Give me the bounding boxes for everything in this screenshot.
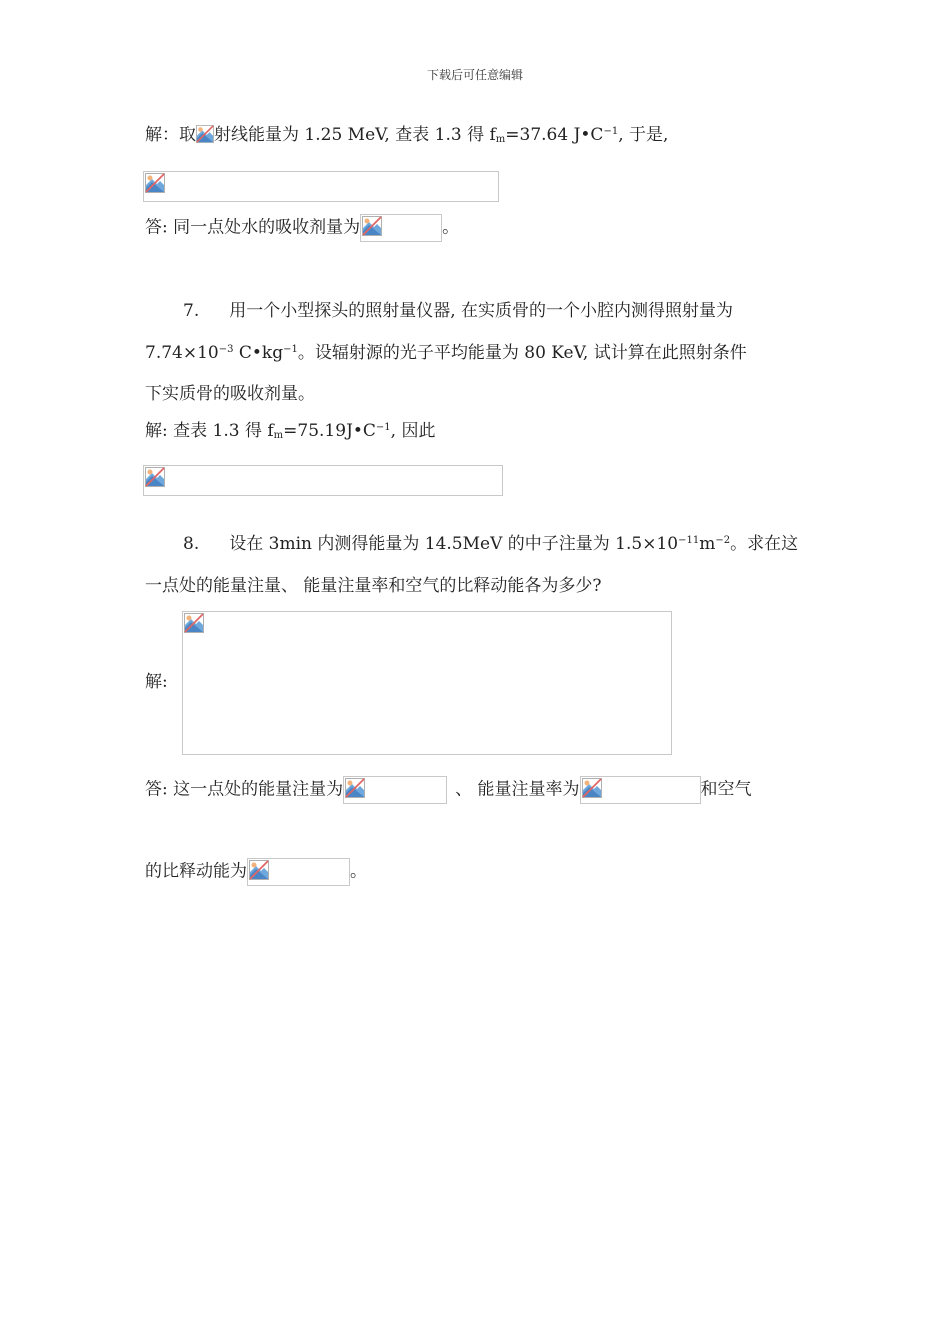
q8-answer-line2 bbox=[145, 858, 367, 886]
q6-f-subscript: m bbox=[495, 134, 506, 145]
broken-image-icon bbox=[345, 778, 365, 798]
q8-sup-a: −11 bbox=[678, 535, 700, 546]
q7-solution-b: =75.19J•C bbox=[283, 421, 376, 441]
q7-number: 7. bbox=[183, 301, 200, 321]
q7-line2-c: 。设辐射源的光子平均能量为 80 KeV, 试计算在此照射条件 bbox=[297, 343, 747, 363]
q7-line2-b: C•kg bbox=[233, 343, 284, 363]
q7-solution-a: 解: 查表 1.3 得 f bbox=[145, 421, 274, 441]
q7-line1-text: 用一个小型探头的照射量仪器, 在实质骨的一个小腔内测得照射量为 bbox=[229, 301, 734, 321]
q8-line2: 一点处的能量注量、 能量注量率和空气的比释动能各为多少? bbox=[145, 576, 602, 596]
q8-solution-image bbox=[182, 611, 672, 755]
q8-line1-a: 设在 3min 内测得能量为 14.5MeV 的中子注量为 1.5×10 bbox=[229, 534, 679, 554]
q7-solution-line bbox=[145, 420, 435, 442]
q6-answer-image bbox=[360, 214, 442, 242]
q8-solution-label: 解: bbox=[145, 672, 168, 692]
q6-solution-text-d: , 于是, bbox=[618, 125, 669, 145]
q6-answer-end: 。 bbox=[442, 217, 460, 238]
q6-solution-line bbox=[145, 124, 668, 146]
q8-energy-fluence-image bbox=[343, 776, 447, 804]
q8-answer-line1 bbox=[145, 776, 752, 804]
broken-image-icon bbox=[249, 860, 269, 880]
q7-line1 bbox=[183, 300, 733, 322]
q8-line1-b: m bbox=[699, 534, 716, 554]
page-header: 下载后可任意编辑 bbox=[426, 68, 523, 82]
q7-sup-a: −3 bbox=[218, 344, 234, 355]
q8-answer-c: 和空气 bbox=[700, 779, 752, 800]
q8-answer-b: 、 能量注量率为 bbox=[455, 779, 580, 800]
broken-image-icon bbox=[145, 467, 165, 487]
q8-answer-a: 答: 这一点处的能量注量为 bbox=[145, 779, 344, 800]
broken-image-icon bbox=[582, 778, 602, 798]
broken-image-icon bbox=[196, 125, 214, 143]
broken-image-icon bbox=[184, 613, 204, 633]
q6-solution-text-c: =37.64 J•C bbox=[505, 125, 604, 145]
q6-answer-text: 答: 同一点处水的吸收剂量为 bbox=[145, 217, 361, 238]
q6-answer-line bbox=[145, 214, 459, 242]
q7-sup-b: −1 bbox=[283, 344, 298, 355]
q6-formula-image bbox=[143, 171, 499, 202]
q8-answer-d: 的比释动能为 bbox=[145, 861, 247, 882]
q7-line2 bbox=[145, 342, 747, 364]
q8-kerma-image bbox=[247, 858, 350, 886]
broken-image-icon bbox=[145, 173, 165, 193]
q8-number: 8. bbox=[183, 534, 200, 554]
q8-fluence-rate-image bbox=[580, 776, 701, 804]
q6-solution-text-a: 解：取 bbox=[145, 125, 196, 145]
q7-solution-c: , 因此 bbox=[390, 421, 436, 441]
q6-solution-text-b: 射线能量为 1.25 MeV, 查表 1.3 得 f bbox=[214, 125, 496, 145]
q8-line1-c: 。求在这 bbox=[730, 534, 799, 554]
q7-f-subscript: m bbox=[273, 430, 284, 441]
q7-unit-superscript: −1 bbox=[375, 422, 391, 433]
q7-line2-a: 7.74×10 bbox=[145, 343, 219, 363]
q6-unit-superscript: −1 bbox=[603, 126, 619, 137]
q7-formula-image bbox=[143, 465, 503, 496]
q8-answer-end: 。 bbox=[350, 861, 367, 882]
q7-line3: 下实质骨的吸收剂量。 bbox=[145, 384, 315, 404]
broken-image-icon bbox=[362, 216, 382, 236]
q8-sup-b: −2 bbox=[715, 535, 731, 546]
q8-line1 bbox=[183, 533, 798, 555]
